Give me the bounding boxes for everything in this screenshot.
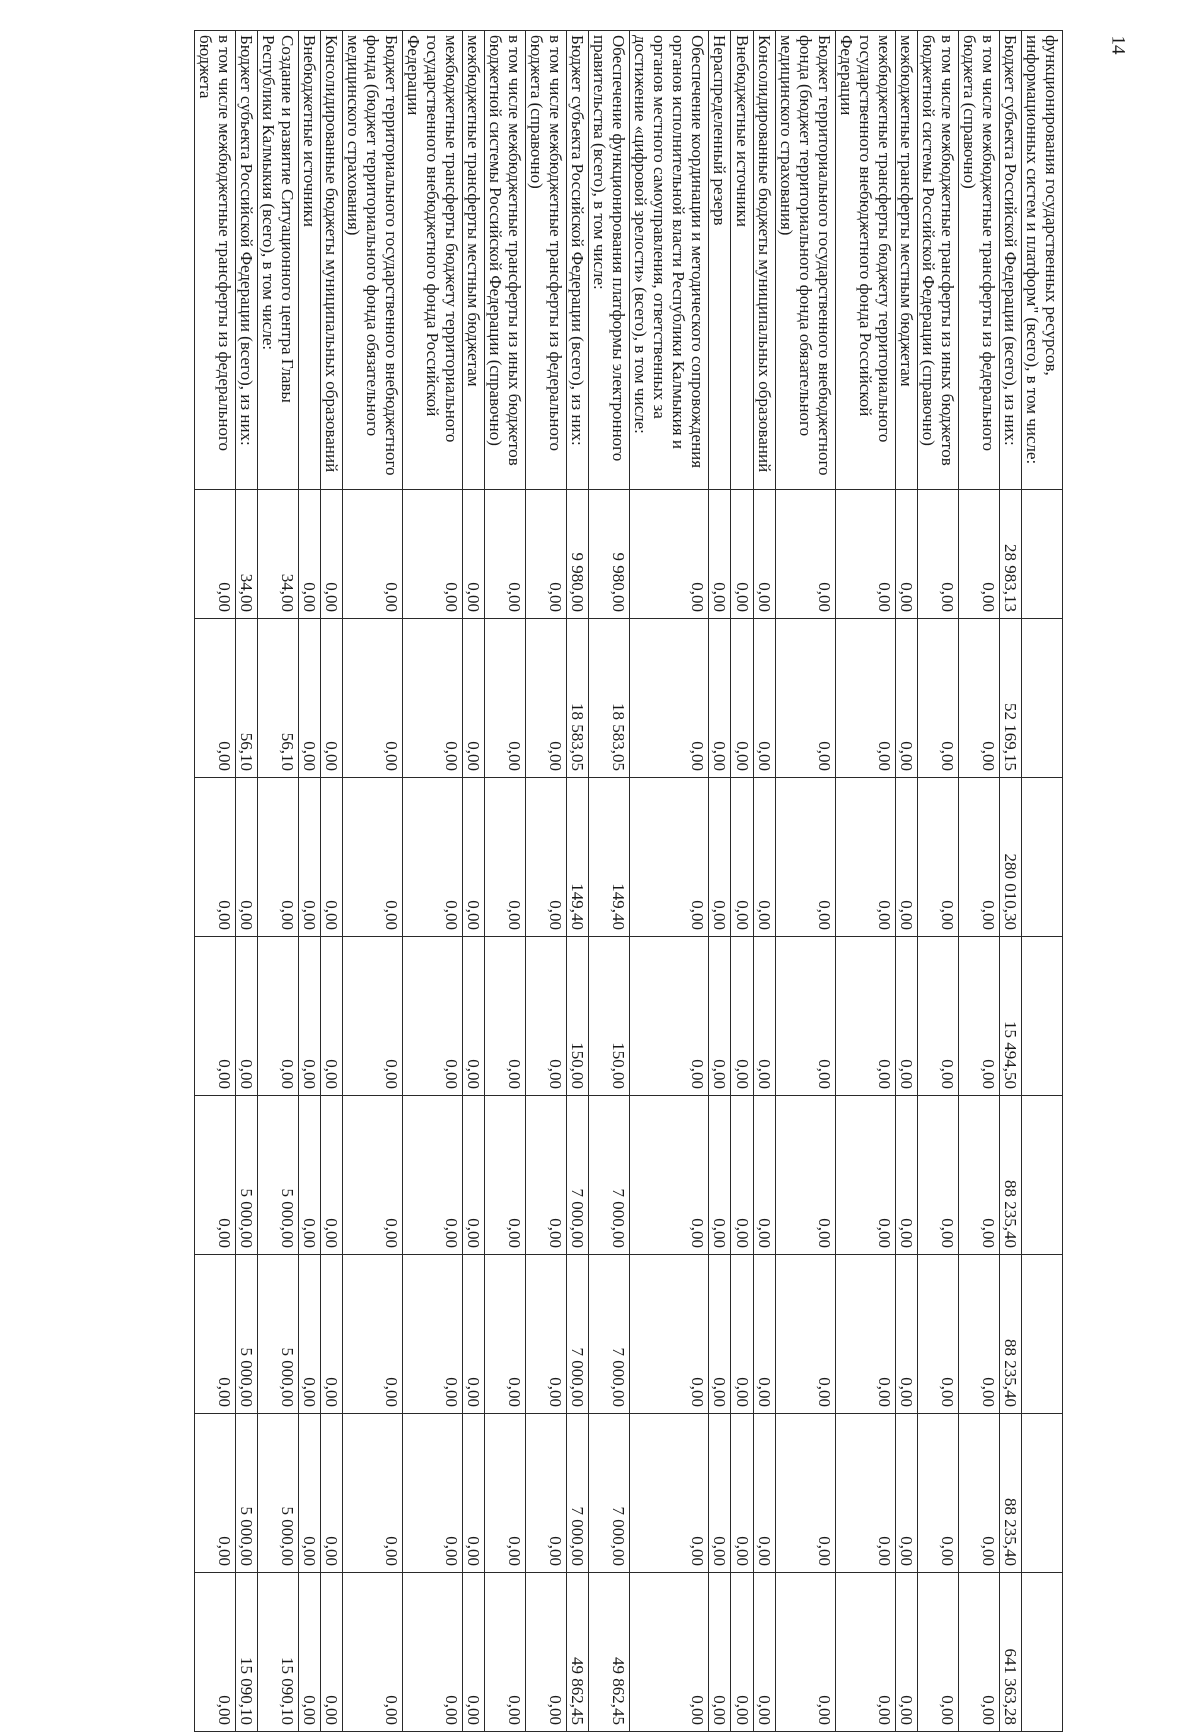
row-value: 0,00: [958, 1414, 999, 1573]
row-value: 0,00: [298, 1255, 320, 1414]
row-value: 88 235,40: [999, 1255, 1021, 1414]
row-value: 0,00: [463, 1414, 485, 1573]
row-value: 0,00: [526, 1414, 567, 1573]
row-label: Бюджет субъекта Российской Федерации (всего), из них:: [235, 31, 257, 490]
row-value: 0,00: [403, 937, 463, 1096]
row-label: Консолидированные бюджеты муниципальных образований: [320, 31, 342, 490]
table-row: [235, 31, 257, 1732]
row-value: 49 862,45: [589, 1573, 630, 1732]
row-label: в том числе межбюджетные трансферты из федерального бюджета (справочно): [958, 31, 999, 490]
table-row: [526, 31, 567, 1732]
table-row: [194, 31, 235, 1732]
budget-table: [194, 30, 1063, 1732]
row-value: 0,00: [835, 1414, 895, 1573]
row-label: Обеспечение функционирования платформы электронного правительства (всего), в том числе:: [589, 31, 630, 490]
row-value: 0,00: [320, 619, 342, 778]
row-value: 0,00: [835, 1573, 895, 1732]
row-value: [1021, 490, 1062, 619]
row-value: 0,00: [775, 619, 835, 778]
row-value: 0,00: [835, 778, 895, 937]
row-value: 0,00: [403, 1096, 463, 1255]
row-value: 0,00: [630, 619, 709, 778]
row-value: 0,00: [485, 937, 526, 1096]
row-value: 0,00: [917, 1255, 958, 1414]
row-label: Нераспределенный резерв: [709, 31, 731, 490]
row-value: 0,00: [958, 490, 999, 619]
row-value: 49 862,45: [567, 1573, 589, 1732]
row-value: 0,00: [526, 619, 567, 778]
row-value: 0,00: [958, 778, 999, 937]
row-label: Бюджет субъекта Российской Федерации (всего), из них:: [999, 31, 1021, 490]
row-value: 0,00: [775, 1255, 835, 1414]
row-value: 0,00: [835, 490, 895, 619]
row-label: Консолидированные бюджеты муниципальных образований: [753, 31, 775, 490]
row-value: 15 090,10: [257, 1573, 298, 1732]
row-value: 5 000,00: [257, 1414, 298, 1573]
row-value: 0,00: [485, 1573, 526, 1732]
table-row: [999, 31, 1021, 1732]
row-value: 0,00: [753, 490, 775, 619]
row-value: 28 983,13: [999, 490, 1021, 619]
row-value: 0,00: [194, 1414, 235, 1573]
row-value: 0,00: [958, 1096, 999, 1255]
table-row: [835, 31, 895, 1732]
row-label: Бюджет территориального государственного внебюджетного фонда (бюджет территориального фонда обязательного медицинского страхования): [775, 31, 835, 490]
row-value: 9 980,00: [567, 490, 589, 619]
row-value: 0,00: [298, 937, 320, 1096]
row-value: 0,00: [775, 490, 835, 619]
row-label: функционирования государственных ресурсов, информационных систем и платформ" (всего), в том числе:: [1021, 31, 1062, 490]
row-value: 18 583,05: [567, 619, 589, 778]
row-value: 88 235,40: [999, 1096, 1021, 1255]
row-value: 0,00: [917, 937, 958, 1096]
table-row: [589, 31, 630, 1732]
row-value: 0,00: [895, 1573, 917, 1732]
row-value: 0,00: [298, 1096, 320, 1255]
row-label: Обеспечение координации и методического сопровождения органов исполнительной власти Республики Калмыкия и органов местного самоуправления, ответственных за достижение «цифровой зрелости» (всего), в том числе:: [630, 31, 709, 490]
row-value: 88 235,40: [999, 1414, 1021, 1573]
row-value: 0,00: [194, 1255, 235, 1414]
row-value: 5 000,00: [235, 1414, 257, 1573]
row-label: межбюджетные трансферты бюджету территориального государственного внебюджетного фонда Российской Федерации: [835, 31, 895, 490]
row-value: 280 010,30: [999, 778, 1021, 937]
row-value: 0,00: [194, 1573, 235, 1732]
row-value: 0,00: [709, 1255, 731, 1414]
row-label: в том числе межбюджетные трансферты из иных бюджетов бюджетной системы Российской Федерации (справочно): [485, 31, 526, 490]
row-value: 5 000,00: [235, 1096, 257, 1255]
row-value: 0,00: [463, 1096, 485, 1255]
table-row: [342, 31, 402, 1732]
row-value: 0,00: [917, 778, 958, 937]
row-value: 0,00: [342, 1414, 402, 1573]
table-row: [731, 31, 753, 1732]
row-value: 150,00: [567, 937, 589, 1096]
row-value: 15 494,50: [999, 937, 1021, 1096]
row-value: 0,00: [526, 490, 567, 619]
row-label: в том числе межбюджетные трансферты из иных бюджетов бюджетной системы Российской Федерации (справочно): [917, 31, 958, 490]
row-value: 7 000,00: [589, 1414, 630, 1573]
row-value: 0,00: [235, 778, 257, 937]
table-row: [709, 31, 731, 1732]
row-value: 0,00: [320, 490, 342, 619]
row-value: 0,00: [320, 937, 342, 1096]
row-value: 0,00: [342, 490, 402, 619]
row-value: 0,00: [485, 1414, 526, 1573]
table-row: [958, 31, 999, 1732]
table-row: [320, 31, 342, 1732]
row-value: 0,00: [753, 778, 775, 937]
row-value: 0,00: [917, 1573, 958, 1732]
row-value: 0,00: [235, 937, 257, 1096]
row-value: [1021, 1573, 1062, 1732]
row-value: 18 583,05: [589, 619, 630, 778]
row-value: 0,00: [958, 1573, 999, 1732]
row-value: 0,00: [194, 1096, 235, 1255]
row-value: 0,00: [731, 1573, 753, 1732]
row-value: 0,00: [775, 1096, 835, 1255]
table-row: [753, 31, 775, 1732]
row-value: 0,00: [835, 619, 895, 778]
table-row: [463, 31, 485, 1732]
row-value: 641 363,28: [999, 1573, 1021, 1732]
row-value: [1021, 1414, 1062, 1573]
row-label: Внебюджетные источники: [731, 31, 753, 490]
row-value: 0,00: [194, 490, 235, 619]
row-value: 0,00: [630, 490, 709, 619]
row-value: 0,00: [526, 778, 567, 937]
table-row: [403, 31, 463, 1732]
row-value: 149,40: [589, 778, 630, 937]
row-value: 7 000,00: [567, 1096, 589, 1255]
row-value: [1021, 778, 1062, 937]
row-value: 0,00: [895, 1414, 917, 1573]
row-value: 0,00: [463, 1255, 485, 1414]
row-value: 0,00: [630, 937, 709, 1096]
table-row: [895, 31, 917, 1732]
row-value: 0,00: [917, 1096, 958, 1255]
row-value: 0,00: [731, 1414, 753, 1573]
row-value: 0,00: [526, 1573, 567, 1732]
row-value: 0,00: [298, 1573, 320, 1732]
row-value: 0,00: [320, 1096, 342, 1255]
row-value: 0,00: [895, 1096, 917, 1255]
row-value: 0,00: [895, 937, 917, 1096]
row-value: 0,00: [895, 1255, 917, 1414]
row-value: 0,00: [753, 1255, 775, 1414]
row-value: 0,00: [194, 937, 235, 1096]
row-value: 5 000,00: [257, 1255, 298, 1414]
row-value: [1021, 1096, 1062, 1255]
row-value: 0,00: [630, 778, 709, 937]
table-row: [298, 31, 320, 1732]
row-value: 0,00: [403, 1573, 463, 1732]
row-label: Бюджет субъекта Российской Федерации (всего), из них:: [567, 31, 589, 490]
row-label: межбюджетные трансферты местным бюджетам: [463, 31, 485, 490]
row-value: 0,00: [342, 937, 402, 1096]
row-value: [1021, 937, 1062, 1096]
row-value: 0,00: [775, 937, 835, 1096]
row-value: 0,00: [320, 1414, 342, 1573]
row-value: 0,00: [342, 1573, 402, 1732]
row-value: 0,00: [463, 490, 485, 619]
row-value: 0,00: [731, 778, 753, 937]
row-value: 0,00: [320, 1573, 342, 1732]
row-value: 0,00: [485, 490, 526, 619]
row-value: 7 000,00: [567, 1414, 589, 1573]
row-label: межбюджетные трансферты местным бюджетам: [895, 31, 917, 490]
row-value: 5 000,00: [257, 1096, 298, 1255]
row-value: 0,00: [342, 619, 402, 778]
row-value: 0,00: [320, 778, 342, 937]
row-value: 0,00: [342, 1255, 402, 1414]
row-value: 0,00: [775, 778, 835, 937]
row-value: 0,00: [485, 1255, 526, 1414]
row-value: 0,00: [958, 937, 999, 1096]
row-value: 0,00: [298, 619, 320, 778]
row-value: 0,00: [775, 1573, 835, 1732]
row-value: 0,00: [709, 1096, 731, 1255]
row-value: 7 000,00: [589, 1255, 630, 1414]
row-value: 0,00: [835, 937, 895, 1096]
row-value: 0,00: [917, 490, 958, 619]
rotated-page-content: [133, 30, 1063, 1725]
table-row: [630, 31, 709, 1732]
row-value: 0,00: [463, 1573, 485, 1732]
table-row: [1021, 31, 1062, 1732]
row-value: 5 000,00: [235, 1255, 257, 1414]
row-value: 0,00: [753, 1414, 775, 1573]
row-value: 0,00: [298, 490, 320, 619]
row-value: 0,00: [835, 1255, 895, 1414]
row-value: 34,00: [235, 490, 257, 619]
row-value: 0,00: [485, 1096, 526, 1255]
row-value: 0,00: [257, 937, 298, 1096]
row-value: 0,00: [917, 619, 958, 778]
row-value: 0,00: [775, 1414, 835, 1573]
row-label: Создание и развитие Ситуационного центра Главы Республики Калмыкия (всего), в том числе:: [257, 31, 298, 490]
row-value: 0,00: [526, 1096, 567, 1255]
row-value: 0,00: [709, 1573, 731, 1732]
row-value: 0,00: [485, 778, 526, 937]
row-value: 0,00: [958, 619, 999, 778]
row-value: 0,00: [709, 619, 731, 778]
row-value: 0,00: [753, 1573, 775, 1732]
row-value: [1021, 1255, 1062, 1414]
row-value: 0,00: [958, 1255, 999, 1414]
row-value: 0,00: [709, 778, 731, 937]
row-value: 0,00: [403, 1255, 463, 1414]
table-row: [485, 31, 526, 1732]
row-value: 0,00: [463, 778, 485, 937]
row-value: 149,40: [567, 778, 589, 937]
row-value: 0,00: [709, 937, 731, 1096]
row-value: 0,00: [403, 1414, 463, 1573]
row-value: 0,00: [731, 1096, 753, 1255]
row-value: 0,00: [403, 778, 463, 937]
row-value: 0,00: [342, 1096, 402, 1255]
table-row: [257, 31, 298, 1732]
row-value: 0,00: [298, 778, 320, 937]
row-value: 0,00: [403, 490, 463, 619]
row-label: межбюджетные трансферты бюджету территориального государственного внебюджетного фонда Российской Федерации: [403, 31, 463, 490]
row-value: [1021, 619, 1062, 778]
row-label: в том числе межбюджетные трансферты из федерального бюджета (справочно): [526, 31, 567, 490]
row-value: 15 090,10: [235, 1573, 257, 1732]
row-value: 7 000,00: [567, 1255, 589, 1414]
row-value: 0,00: [895, 778, 917, 937]
budget-table-body: [194, 31, 1062, 1732]
row-label: Внебюджетные источники: [298, 31, 320, 490]
row-value: 0,00: [630, 1573, 709, 1732]
row-value: 0,00: [630, 1414, 709, 1573]
row-value: 0,00: [485, 619, 526, 778]
row-value: 0,00: [630, 1096, 709, 1255]
row-value: 0,00: [709, 1414, 731, 1573]
row-value: 7 000,00: [589, 1096, 630, 1255]
row-value: 9 980,00: [589, 490, 630, 619]
row-value: 0,00: [463, 937, 485, 1096]
row-value: 0,00: [731, 937, 753, 1096]
row-label: в том числе межбюджетные трансферты из федерального бюджета: [194, 31, 235, 490]
row-value: 0,00: [731, 490, 753, 619]
row-value: 0,00: [257, 778, 298, 937]
row-value: 0,00: [320, 1255, 342, 1414]
row-value: 0,00: [709, 490, 731, 619]
page-number: 14: [1107, 35, 1129, 55]
row-label: Бюджет территориального государственного внебюджетного фонда (бюджет территориального фонда обязательного медицинского страхования): [342, 31, 402, 490]
row-value: 0,00: [835, 1096, 895, 1255]
row-value: 0,00: [731, 619, 753, 778]
row-value: 0,00: [731, 1255, 753, 1414]
row-value: 0,00: [194, 778, 235, 937]
row-value: 0,00: [630, 1255, 709, 1414]
row-value: 0,00: [403, 619, 463, 778]
row-value: 0,00: [194, 619, 235, 778]
row-value: 0,00: [753, 1096, 775, 1255]
row-value: 56,10: [257, 619, 298, 778]
table-row: [567, 31, 589, 1732]
row-value: 0,00: [463, 619, 485, 778]
row-value: 0,00: [895, 619, 917, 778]
row-value: 52 169,15: [999, 619, 1021, 778]
row-value: 0,00: [526, 1255, 567, 1414]
row-value: 0,00: [298, 1414, 320, 1573]
row-value: 150,00: [589, 937, 630, 1096]
table-row: [917, 31, 958, 1732]
row-value: 34,00: [257, 490, 298, 619]
row-value: 56,10: [235, 619, 257, 778]
row-value: 0,00: [917, 1414, 958, 1573]
row-value: 0,00: [895, 490, 917, 619]
row-value: 0,00: [342, 778, 402, 937]
row-value: 0,00: [526, 937, 567, 1096]
table-row: [775, 31, 835, 1732]
row-value: 0,00: [753, 937, 775, 1096]
row-value: 0,00: [753, 619, 775, 778]
